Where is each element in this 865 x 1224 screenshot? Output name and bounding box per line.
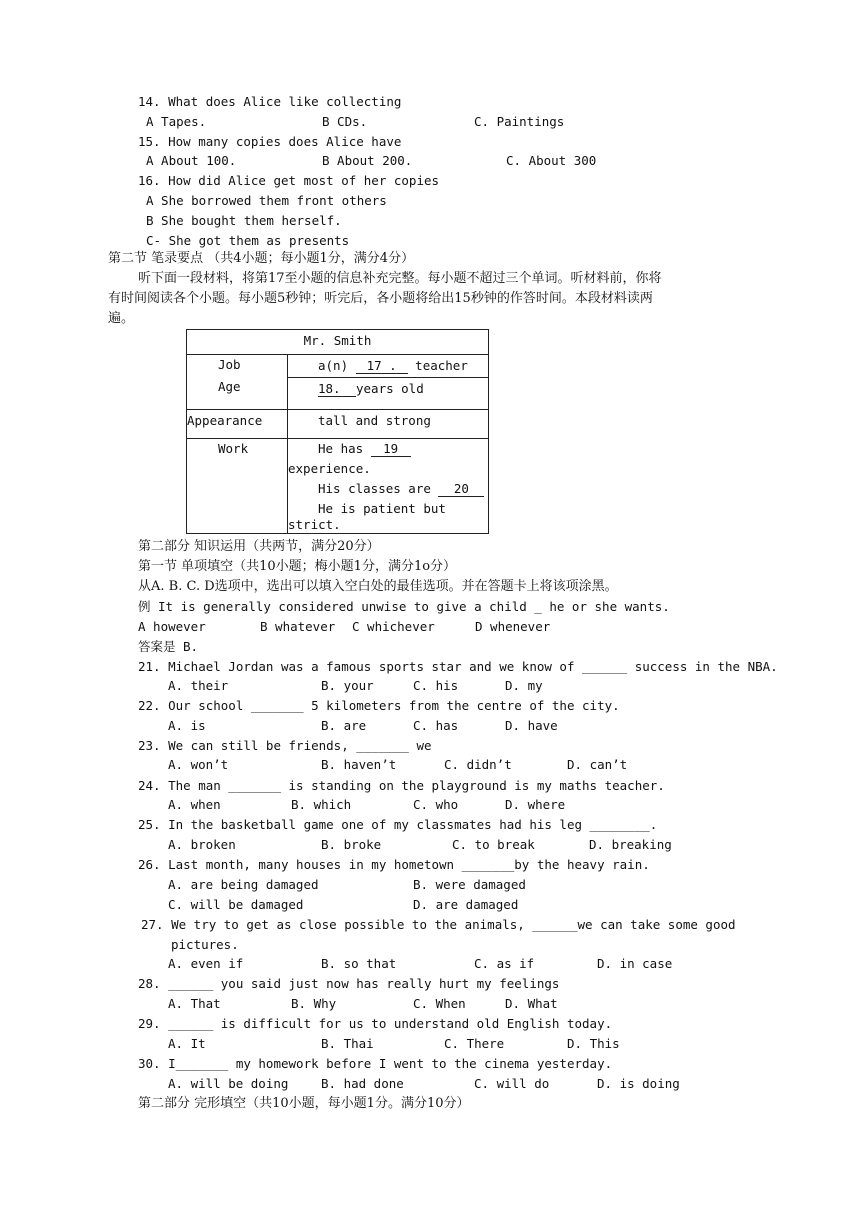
blank-20: 20 (438, 482, 484, 497)
question-line-text: C. who (413, 797, 459, 812)
question-line-text: A She borrowed them front others (146, 193, 387, 208)
part2-section2-header: 第二部分 完形填空（共10小题，每小题1分。满分10分） (138, 1096, 470, 1111)
question-line-text: B. Thai (321, 1036, 374, 1051)
question-line-text: C. as if (474, 956, 535, 971)
question-line-text: C- She got them as presents (146, 233, 350, 248)
question-line-text: A. will be doing (168, 1076, 289, 1091)
question-line-text: 14. What does Alice like collecting (138, 94, 402, 109)
question-line-text: B. which (291, 797, 352, 812)
work-line-2: His classes are 20 (288, 479, 488, 499)
question-line-text: D. in case (597, 956, 673, 971)
question-line-text: 26. Last month, many houses in my hometown _______by the heavy rain. (138, 857, 650, 872)
question-line-text: 15. How many copies does Alice have (138, 134, 402, 149)
section2-instruction-line2: 有时间阅读各个小题。每小题5秒钟；听完后，各小题将给出15秒钟的作答时间。本段材料读两 (108, 291, 653, 306)
work-value-cell (288, 439, 489, 534)
table-title: Mr. Smith (187, 330, 489, 355)
question-line-text: B whatever (260, 619, 336, 634)
question-line-text: C. his (413, 678, 459, 693)
question-line-text: D. my (505, 678, 543, 693)
question-line-text: B. broke (321, 837, 382, 852)
section2-header: 第二节 笔录要点 （共4小题；每小题1分，满分4分） (108, 251, 415, 266)
question-line-text: D. where (505, 797, 566, 812)
section2-instruction-line3: 遍。 (108, 311, 135, 326)
question-line-text: B. your (321, 678, 374, 693)
question-line-text: C. didn’t (444, 757, 512, 772)
age-label: Age (218, 379, 241, 394)
blank-19: 19 (371, 442, 411, 457)
part2-instruction: 从A. B. C. D选项中，选出可以填入空白处的最佳选项。并在答题卡上将该项涂黑。 (138, 579, 618, 594)
work-line-3-cont: strict. (288, 519, 341, 531)
question-line-text: C. has (413, 718, 459, 733)
question-line-text: D. are damaged (413, 897, 519, 912)
section2-instruction-line1: 听下面一段材料，将第17至小题的信息补充完整。每小题不超过三个单词。听材料前，你将 (138, 271, 662, 286)
question-line-text: A. their (168, 678, 229, 693)
appearance-value: tall and strong (288, 410, 489, 439)
question-line-text: 例 It is generally considered unwise to give a child _ he or she wants. (138, 599, 670, 614)
job-label: Job (218, 357, 241, 372)
job-value: a(n) 17 . teacher (288, 355, 488, 378)
question-line-text: A. are being damaged (168, 877, 319, 892)
question-line-text: C. About 300 (506, 153, 597, 168)
question-line-text: A. broken (168, 837, 236, 852)
job-age-label-cell (187, 355, 288, 410)
blank-18: 18. (318, 382, 356, 397)
question-line-text: C. will be damaged (168, 897, 304, 912)
question-line-text: B. Why (291, 996, 337, 1011)
appearance-label: Appearance (187, 410, 288, 439)
question-line-text: D. What (505, 996, 558, 1011)
question-line-text: C. will do (474, 1076, 550, 1091)
question-line-text: A About 100. (146, 153, 237, 168)
work-line-1: He has 19 (288, 439, 488, 459)
question-line-text: 29. ______ is difficult for us to understand old English today. (138, 1016, 613, 1031)
job-age-value-cell (288, 355, 489, 410)
question-line-text: B. had done (321, 1076, 404, 1091)
question-line-text: pictures. (171, 937, 239, 952)
question-line-text: 23. We can still be friends, _______ we (138, 738, 432, 753)
work-line-1-cont: experience. (288, 461, 371, 476)
blank-17: 17 . (356, 359, 408, 374)
question-line-text: D. breaking (589, 837, 672, 852)
question-line-text: 16. How did Alice get most of her copies (138, 173, 440, 188)
question-line-text: C. Paintings (474, 114, 565, 129)
question-line-text: 22. Our school _______ 5 kilometers from the centre of the city. (138, 698, 620, 713)
question-line-text: 24. The man _______ is standing on the playground is my maths teacher. (138, 778, 665, 793)
question-line-text: 27. We try to get as close possible to the animals, ______we can take some good (141, 917, 736, 932)
question-line-text: D whenever (475, 619, 551, 634)
part2-header: 第二部分 知识运用（共两节，满分20分） (138, 539, 380, 554)
work-label: Work (187, 439, 288, 534)
question-line-text: D. is doing (597, 1076, 680, 1091)
question-line-text: D. can’t (567, 757, 628, 772)
question-line-text: B About 200. (322, 153, 413, 168)
question-line-text: C. There (444, 1036, 505, 1051)
work-line-3: He is patient but (318, 501, 446, 516)
question-line-text: B She bought them herself. (146, 213, 342, 228)
question-line-text: A. is (168, 718, 206, 733)
question-line-text: C. When (413, 996, 466, 1011)
question-line-text: 25. In the basketball game one of my classmates had his leg ________. (138, 817, 658, 832)
question-line-text: A. when (168, 797, 221, 812)
age-value: 18. years old (318, 381, 424, 396)
question-line-text: 30. I_______ my homework before I went to the cinema yesterday. (138, 1056, 613, 1071)
question-line-text: C whichever (352, 619, 435, 634)
question-line-text: B CDs. (322, 114, 368, 129)
question-line-text: A however (138, 619, 206, 634)
part2-section1-header: 第一节 单项填空（共10小题；梅小题1分，满分1o分） (138, 559, 457, 574)
question-line-text: 答案是 B. (138, 639, 199, 654)
question-line-text: A. That (168, 996, 221, 1011)
question-line-text: D. have (505, 718, 558, 733)
question-line-text: B. haven’t (321, 757, 397, 772)
question-line-text: A. even if (168, 956, 244, 971)
question-line-text: B. are (321, 718, 367, 733)
question-line-text: 28. ______ you said just now has really hurt my feelings (138, 976, 560, 991)
mr-smith-table (186, 329, 489, 534)
question-line-text: 21. Michael Jordan was a famous sports star and we know of ______ success in the NBA. (138, 659, 778, 674)
question-line-text: B. were damaged (413, 877, 526, 892)
question-line-text: A. It (168, 1036, 206, 1051)
question-line-text: A Tapes. (146, 114, 207, 129)
question-line-text: A. won’t (168, 757, 229, 772)
question-line-text: C. to break (452, 837, 535, 852)
question-line-text: B. so that (321, 956, 397, 971)
question-line-text: D. This (567, 1036, 620, 1051)
